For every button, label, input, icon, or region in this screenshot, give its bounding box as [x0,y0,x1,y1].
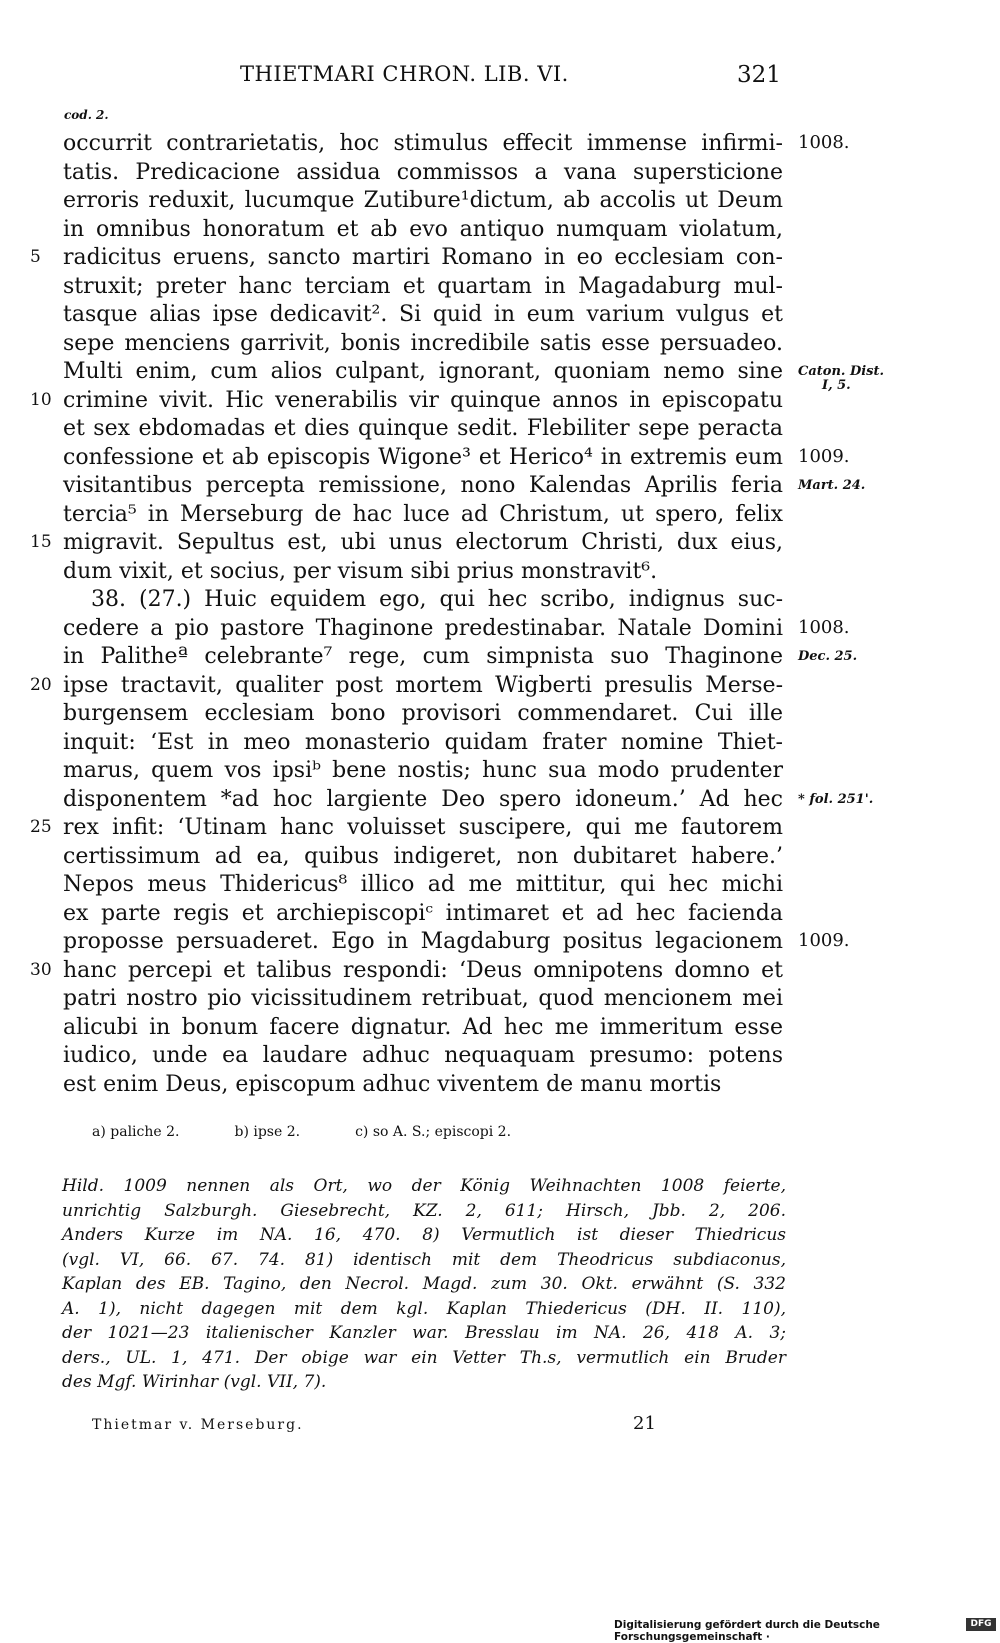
text-line [0,672,1000,701]
line-text: hanc percepi et talibus respondi: ‘Deus omnipotens domno et [63,957,783,983]
text-line [0,130,1000,159]
text-line [0,1014,1000,1043]
line-text: est enim Deus, episcopum adhuc viventem de manu mortis [63,1071,722,1097]
text-line [0,786,1000,815]
line-text: et sex ebdomadas et dies quinque sedit. Flebiliter sepe peracta [63,416,783,441]
line-text: burgensem ecclesiam bono provisori commendaret. Cui ille [63,701,783,726]
running-header [0,62,1000,92]
margin-note: 1008. [798,132,850,153]
line-text: Multi enim, cum alios culpant, ignorant, quoniam nemo sine [63,359,783,384]
line-text: in Palitheª celebrante⁷ rege, cum simpnista suo Thaginone [63,644,783,669]
line-number: 30 [30,959,52,980]
line-text: crimine vivit. Hic venerabilis vir quinque annos in episcopatu [63,387,783,413]
margin-note-secondary: I, 5. [822,378,851,393]
line-text: disponentem *ad hoc largiente Deo spero idoneum.’ Ad hec [63,786,783,812]
line-text: occurrit contrarietatis, hoc stimulus effecit immense infirmi- [63,131,783,156]
footnote-line: (vgl. VI, 66. 67. 74. 81) identisch mit dem Theodricus subdiaconus, [62,1249,786,1270]
line-text: ex parte regis et archiepiscopiᶜ intimaret et ad hec facienda [63,900,783,926]
signature-author: Thietmar v. Merseburg. [92,1417,304,1433]
main-text [0,130,1000,1099]
line-number: 10 [30,389,52,410]
line-text: tercia⁵ in Merseburg de hac luce ad Christum, ut spero, felix [63,501,783,527]
line-text: dum vixit, et socius, per visum sibi prius monstravit⁶. [63,558,658,584]
text-line [0,387,1000,416]
dfg-logo: DFG [966,1618,996,1631]
margin-note: 1009. [798,445,850,467]
line-number: 25 [30,817,52,837]
apparatus-entry: c) so A. S.; episcopi 2. [355,1124,512,1140]
line-text: rex infit: ‘Utinam hanc voluisset suscipere, qui me fautorem [63,815,783,840]
line-text: certissimum ad ea, quibus indigeret, non dubitaret habere.’ [63,843,783,869]
text-line [0,558,1000,587]
line-text: in omnibus honoratum et ab evo antiquo numquam violatum, [63,216,783,242]
margin-note: * fol. 251'. [798,791,874,807]
text-line [0,843,1000,872]
text-line [0,444,1000,473]
text-line [0,358,1000,393]
footnote-line: Hild. 1009 nennen als Ort, wo der König Weihnachten 1008 feierte, [62,1176,786,1196]
footnotes [62,1174,786,1395]
footnote-line: ders., UL. 1, 471. Der obige war ein Vetter Th.s, vermutlich ein Bruder [62,1347,786,1368]
margin-note: 1009. [798,930,850,951]
text-line [0,415,1000,444]
text-line [0,643,1000,672]
text-line [0,700,1000,729]
margin-note: Dec. 25. [798,649,858,664]
text-line [0,928,1000,957]
line-text: ipse tractavit, qualiter post mortem Wigberti presulis Merse- [63,672,783,698]
text-line [0,586,1000,615]
line-text: alicubi in bonum facere dignatur. Ad hec me immeritum esse [63,1014,783,1040]
text-line [0,216,1000,245]
text-line [0,757,1000,786]
manuscript-siglum: cod. 2. [64,108,109,122]
line-text: visitantibus percepta remissione, nono Kalendas Aprilis feria [63,473,783,498]
line-text: iudico, unde ea laudare adhuc nequaquam presumo: potens [63,1043,783,1068]
footnote-line: unrichtig Salzburgh. Giesebrecht, KZ. 2, 611; Hirsch, Jbb. 2, 206. [62,1200,786,1221]
text-line [0,1042,1000,1071]
running-title: THIETMARI CHRON. LIB. VI. [240,62,569,86]
text-line [0,529,1000,558]
line-text: tasque alias ipse dedicavit². Si quid in eum varium vulgus et [63,302,783,327]
line-text: patri nostro pio vicissitudinem retribuat, quod mencionem mei [63,986,783,1011]
text-line [0,244,1000,273]
line-text: struxit; preter hanc terciam et quartam in Magadaburg mul- [63,273,783,299]
text-line [0,301,1000,330]
apparatus-entry: b) ipse 2. [234,1124,301,1140]
line-text: tatis. Predicacione assidua commissos a vana supersticione [63,159,783,185]
text-line [0,501,1000,530]
line-text: erroris reduxit, lucumque Zutibure¹dictum, ab accolis ut Deum [63,188,783,213]
line-text: inquit: ‘Est in meo monasterio quidam frater nomine Thiet- [63,729,783,755]
margin-note: Mart. 24. [798,478,866,493]
text-line [0,187,1000,216]
signature-number: 21 [633,1413,656,1434]
line-text: 38. (27.) Huic equidem ego, qui hec scribo, indignus suc- [91,587,783,612]
margin-note: Caton. Dist. [798,364,885,379]
footnote-line: Kaplan des EB. Tagino, den Necrol. Magd. zum 30. Okt. erwähnt (S. 332 [62,1274,786,1294]
footnote-line: Anders Kurze im NA. 16, 470. 8) Vermutlich ist dieser Thiedricus [62,1225,786,1245]
critical-apparatus [92,1124,792,1140]
line-text: marus, quem vos ipsiᵇ bene nostis; hunc sua modo prudenter [63,758,783,783]
text-line [0,957,1000,986]
line-text: cedere a pio pastore Thaginone predestinabar. Natale Domini [63,615,783,641]
text-line [0,472,1000,501]
line-number: 20 [30,674,52,695]
text-line [0,985,1000,1014]
text-line [0,615,1000,644]
text-line [0,159,1000,188]
line-text: migravit. Sepultus est, ubi unus electorum Christi, dux eius, [63,530,783,555]
line-text: radicitus eruens, sancto martiri Romano in eo ecclesiam con- [63,245,783,270]
line-text: Nepos meus Thidericus⁸ illico ad me mittitur, qui hec michi [63,872,783,897]
dfg-credit: Digitalisierung gefördert durch die Deutsche Forschungsgemeinschaft · [614,1619,880,1643]
text-line [0,273,1000,302]
line-text: confessione et ab episcopis Wigone³ et Herico⁴ in extremis eum [63,444,783,470]
text-line [0,900,1000,929]
margin-note: 1008. [798,616,850,638]
apparatus-entry: a) paliche 2. [92,1124,180,1140]
text-line [0,814,1000,843]
line-text: sepe menciens garrivit, bonis incredibile satis esse persuadeo. [63,330,783,356]
footnote-line: A. 1), nicht dagegen mit dem kgl. Kaplan Thiedericus (DH. II. 110), [62,1298,786,1319]
text-line [0,330,1000,359]
page-number: 321 [737,62,781,88]
text-line [0,1071,1000,1100]
text-line [0,871,1000,900]
footnote-line: des Mgf. Wirinhar (vgl. VII, 7). [62,1372,327,1392]
line-text: proposse persuaderet. Ego in Magdaburg positus legacionem [63,929,783,954]
footnote-line: der 1021—23 italienischer Kanzler war. Bresslau im NA. 26, 418 A. 3; [62,1323,786,1343]
line-number: 5 [30,247,41,267]
text-line [0,729,1000,758]
line-number: 15 [30,532,52,552]
